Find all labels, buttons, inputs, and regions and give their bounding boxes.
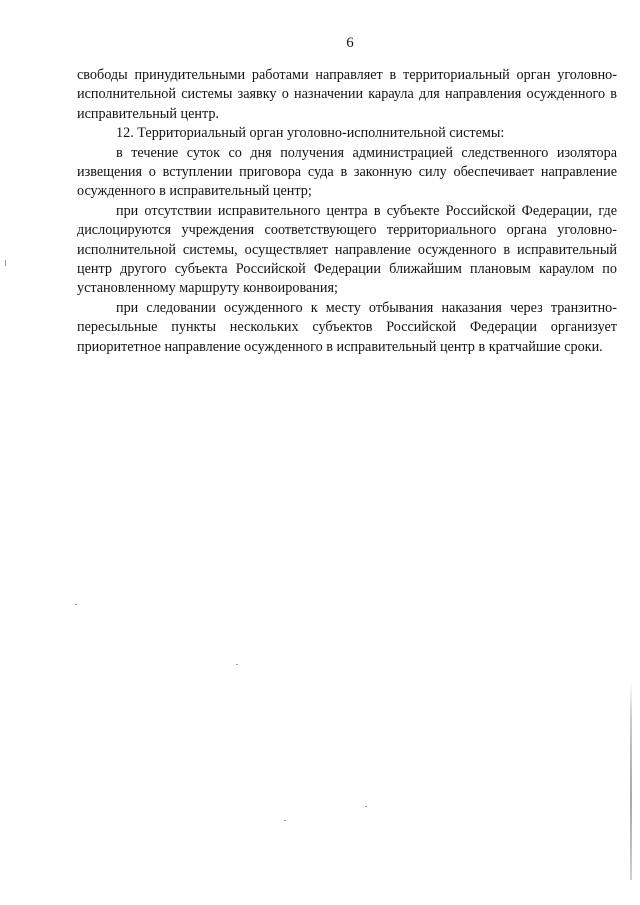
paragraph-section-12-heading: 12. Территориальный орган уголовно-исполнительной системы: bbox=[116, 125, 505, 142]
document-body bbox=[77, 66, 617, 357]
paragraph-item-no-center: при отсутствии исправительного центра в субъекте Российской Федерации, где дислоцируются учреждения соответствующего территориального органа уголовно-исполнительной системы, осуществляет направление осужденного в исправительный центр другого субъекта Российской Федерации ближайшим плановым караулом по установленному маршруту конвоирования; bbox=[77, 202, 617, 297]
scan-speck bbox=[365, 806, 367, 807]
paragraph-item-transit: при следовании осужденного к месту отбывания наказания через транзитно-пересыльные пункты нескольких субъектов Российской Федерации организует приоритетное направление осужденного в исправительный центр в кратчайшие сроки. bbox=[77, 299, 617, 355]
scan-speck bbox=[75, 604, 77, 605]
page-number: 6 bbox=[346, 35, 354, 51]
paragraph-item-within-day: в течение суток со дня получения администрацией следственного изолятора извещения о вступлении приговора суда в законную силу обеспечивает направление осужденного в исправительный центр; bbox=[77, 144, 617, 200]
scan-speck bbox=[284, 820, 286, 821]
scan-speck bbox=[5, 260, 6, 266]
scan-edge-shadow bbox=[630, 680, 632, 880]
paragraph-continuation: свободы принудительными работами направляет в территориальный орган уголовно-исполнительной системы заявку о назначении караула для направления осужденного в исправительный центр. bbox=[77, 67, 617, 122]
scan-speck bbox=[236, 664, 238, 665]
